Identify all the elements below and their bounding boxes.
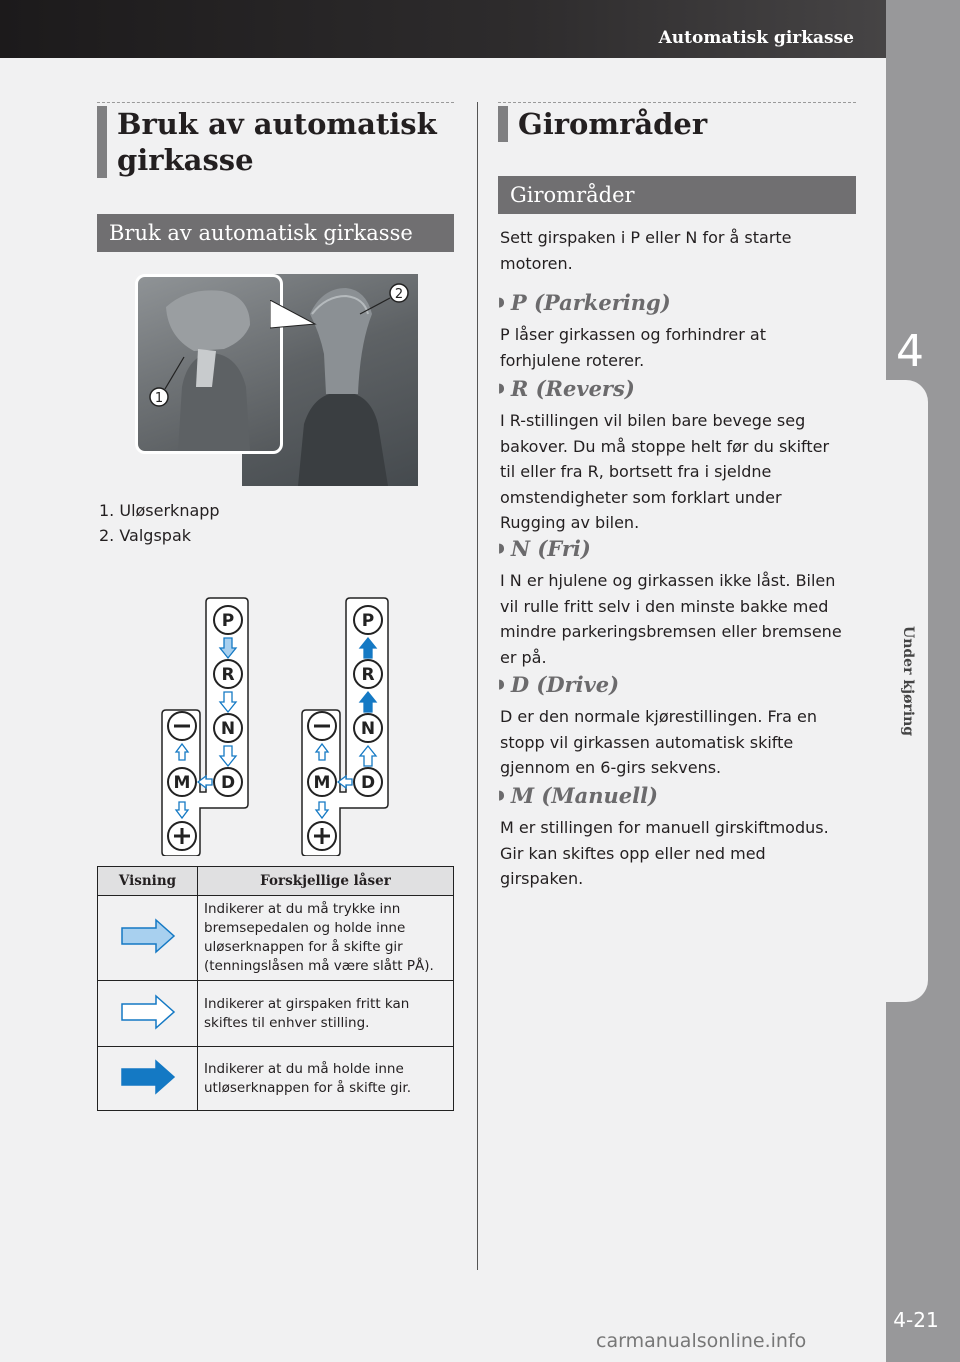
gear-label-d: D	[220, 773, 236, 793]
table-row	[98, 1047, 454, 1111]
lock-table	[97, 866, 454, 1111]
gear-label-m-2: M	[313, 773, 331, 793]
item-title-p: ◗ P (Parkering)	[498, 290, 671, 315]
gear-label-r-2: R	[361, 665, 375, 685]
chapter-label: Under kjøring	[900, 626, 916, 737]
table-icon-cell	[98, 981, 198, 1047]
gear-label-p: P	[221, 611, 235, 631]
item-title-r: ◗ R (Revers)	[498, 376, 635, 401]
table-row	[98, 981, 454, 1047]
header-bar	[0, 0, 960, 58]
watermark: carmanualsonline.info	[596, 1330, 807, 1352]
gear-label-d-2: D	[360, 773, 376, 793]
gear-label-p-2: P	[361, 611, 375, 631]
item-text-d: D er den normale kjørestillingen. Fra en stopp vil girkassen automatisk skifte gjennom en 6-girs sekvens.	[500, 707, 818, 777]
table-desc-cell: Indikerer at du må trykke inn bremsepedalen og holde inne uløserknappen for å skifte gir (tenningslåsen må være slått PÅ).	[198, 896, 454, 981]
column-divider	[477, 102, 478, 1270]
arrow-solid-blue-icon	[120, 1059, 176, 1095]
table-icon-cell	[98, 1047, 198, 1111]
inset-pointer	[270, 300, 320, 330]
dotted-rule-right	[498, 102, 856, 103]
header-title: Automatisk girkasse	[658, 28, 854, 48]
legend-item-1: 1. Uløserknapp	[99, 501, 220, 520]
gear-label-n: N	[220, 719, 236, 739]
section-heading-right: Girområder	[498, 106, 838, 142]
table-icon-cell	[98, 896, 198, 981]
table-header-laser: Forskjellige låser	[198, 867, 454, 896]
section-heading-left: Bruk av automatisk girkasse	[97, 106, 437, 178]
gear-label-r: R	[221, 665, 235, 685]
legend-item-2: 2. Valgspak	[99, 526, 192, 545]
intro-text: Sett girspaken i P eller N for å starte motoren.	[500, 228, 792, 273]
chapter-number: 4	[896, 326, 924, 377]
release-button-inset	[135, 274, 283, 454]
item-title-d: ◗ D (Drive)	[498, 672, 620, 697]
item-title-m: ◗ M (Manuell)	[498, 783, 658, 808]
table-desc-cell: Indikerer at girspaken fritt kan skiftes til enhver stilling.	[198, 981, 454, 1047]
dotted-rule-left	[97, 102, 454, 103]
gear-label-n-2: N	[360, 719, 376, 739]
gear-label-m: M	[173, 773, 191, 793]
inset-drawing	[138, 277, 280, 451]
callout-2: 2	[394, 287, 404, 302]
item-text-r: I R-stillingen vil bilen bare bevege seg bakover. Du må stoppe helt før du skifter til eller fra R, bortsett fra i sjeldne omstendigheter som forklart under Rugging av bilen.	[500, 411, 830, 532]
callout-1: 1	[154, 391, 164, 406]
table-row	[98, 896, 454, 981]
page-number: 4-21	[893, 1308, 939, 1332]
item-text-n: I N er hjulene og girkassen ikke låst. Bilen vil rulle fritt selv i den minste bakke med mindre parkeringsbremsen eller bremsene er på.	[500, 571, 842, 667]
subheading-left: Bruk av automatisk girkasse	[97, 214, 454, 252]
item-text-m: M er stillingen for manuell girskiftmodus. Gir kan skiftes opp eller ned med girspaken.	[500, 818, 829, 888]
item-text-p: P låser girkassen og forhindrer at forhjulene roterer.	[500, 325, 766, 370]
arrow-light-blue-icon	[120, 918, 176, 954]
shift-pattern-diagram	[160, 596, 392, 856]
item-title-n: ◗ N (Fri)	[498, 536, 591, 561]
arrow-outline-icon	[120, 994, 176, 1030]
subheading-right: Girområder	[498, 176, 856, 214]
table-header-visning: Visning	[98, 867, 198, 896]
table-desc-cell: Indikerer at du må holde inne utløserknappen for å skifte gir.	[198, 1047, 454, 1111]
